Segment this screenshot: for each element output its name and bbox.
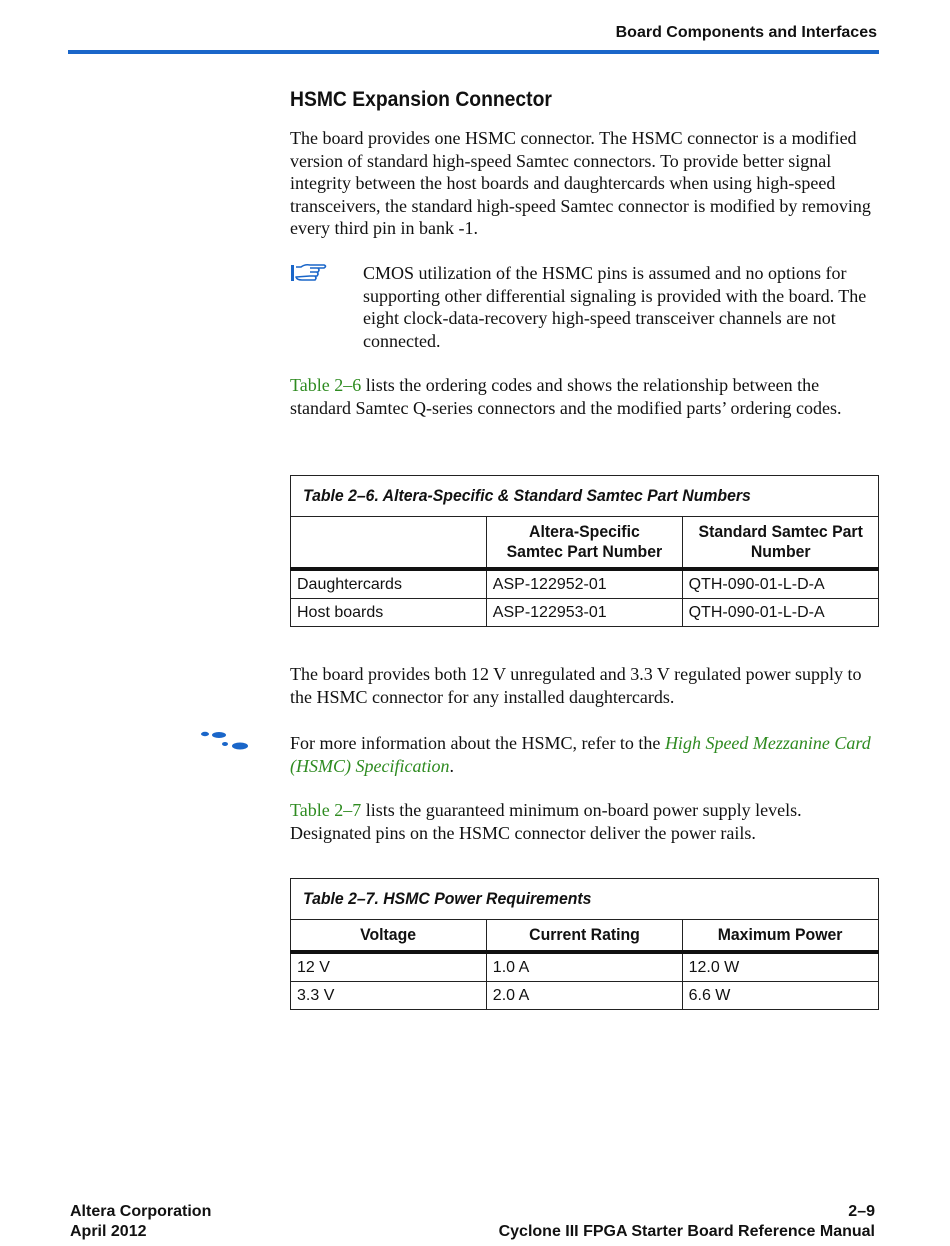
table-cell: 12.0 W [682,952,878,982]
footer-company: Altera Corporation [70,1203,212,1220]
footprints-icon [200,730,250,759]
table-ref-text-1: lists the ordering codes and shows the relationship between the standard Samtec Q-series connectors and the modified parts’ ordering codes. [290,375,842,418]
intro-paragraph: The board provides one HSMC connector. The HSMC connector is a modified version of standard high-speed Samtec connectors. To provide better signal integrity between the host boards and daughtercards when using high-speed transceivers, the standard high-speed Samtec connector is modified by removing every third pin in bank -1. [290,128,871,238]
table-2-6-link[interactable]: Table 2–6 [290,375,362,395]
table-ref-text-2: lists the guaranteed minimum on-board power supply levels. Designated pins on the HSMC connector deliver the power rails. [290,800,802,843]
reference-paragraph: For more information about the HSMC, refer to the High Speed Mezzanine Card (HSMC) Specification. [290,733,871,776]
table-ref-paragraph-2 [290,799,878,844]
power-requirements-table [290,878,879,1010]
column-header: Maximum Power [682,920,878,953]
hsmc-spec-link[interactable]: High Speed Mezzanine Card (HSMC) Specification [290,733,871,776]
column-header [291,517,487,570]
table-cell: 12 V [291,952,487,982]
table-row [291,952,879,982]
column-header: Standard Samtec Part Number [682,517,878,570]
table-cell: QTH-090-01-L-D-A [682,599,878,627]
section-title: HSMC Expansion Connector [290,88,552,111]
note-text: CMOS utilization of the HSMC pins is assumed and no options for supporting other differential signaling is provided with the board. The eight clock-data-recovery high-speed transceiver channels are not connected. [363,263,867,351]
table-ref-paragraph-1 [290,374,878,419]
footer-manual-title: Cyclone III FPGA Starter Board Reference Manual [498,1223,875,1240]
column-header: Current Rating [486,920,682,953]
power-paragraph: The board provides both 12 V unregulated and 3.3 V regulated power supply to the HSMC connector for any installed daughtercards. [290,664,862,707]
header-rule [68,50,879,54]
table-cell: ASP-122952-01 [486,569,682,599]
table-cell: 1.0 A [486,952,682,982]
table-row [291,982,879,1010]
pointing-hand-icon [290,262,330,289]
table-cell: Host boards [291,599,487,627]
part-numbers-table [290,475,879,627]
footer-date: April 2012 [70,1223,147,1240]
table-cell: 3.3 V [291,982,487,1010]
table-cell: ASP-122953-01 [486,599,682,627]
table-caption: Table 2–7. HSMC Power Requirements [291,879,879,920]
footer-page-number: 2–9 [848,1203,875,1220]
table-caption: Table 2–6. Altera-Specific & Standard Samtec Part Numbers [291,476,879,517]
table-2-7-link[interactable]: Table 2–7 [290,800,362,820]
table-row [291,569,879,599]
table-cell: QTH-090-01-L-D-A [682,569,878,599]
table-cell: 6.6 W [682,982,878,1010]
table-cell: Daughtercards [291,569,487,599]
running-header: Board Components and Interfaces [615,24,877,41]
column-header: Voltage [291,920,487,953]
table-cell: 2.0 A [486,982,682,1010]
column-header: Altera-Specific Samtec Part Number [486,517,682,570]
table-row [291,599,879,627]
